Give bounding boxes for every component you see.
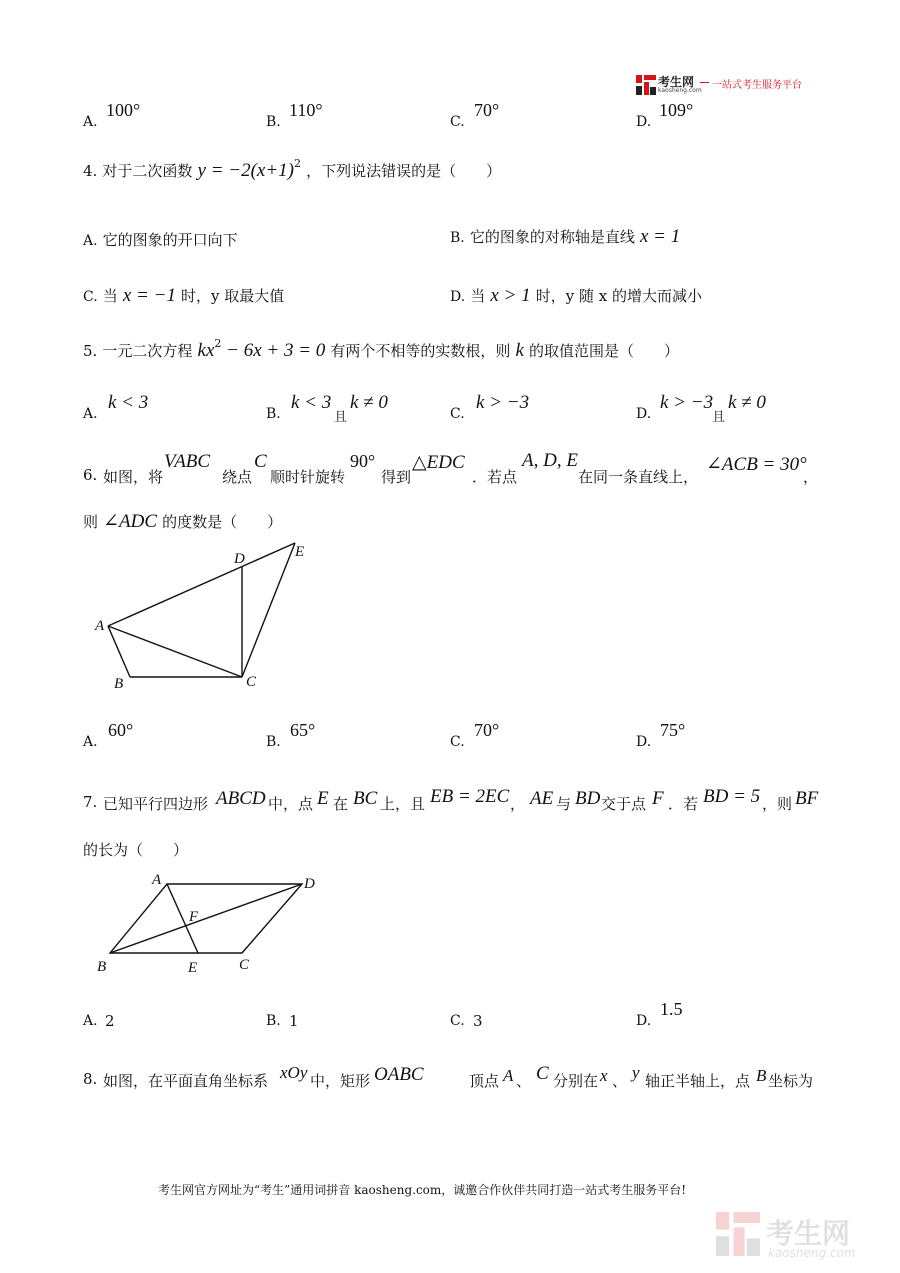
q7-t1: 已知平行四边形 [103, 795, 209, 813]
q4-stem-post: ，下列说法错误的是（ ） [306, 162, 502, 180]
q6-label-b: B [114, 676, 124, 692]
q5-stem-pre: 一元二次方程 [102, 342, 193, 360]
q6-stem-line2 [83, 510, 282, 533]
q7-option-c-label: C. [450, 1013, 465, 1029]
q6-option-c-value: 70° [474, 720, 500, 740]
q4-number: 4. [83, 162, 98, 180]
q7-label-a: A [152, 872, 162, 888]
q5-number: 5. [83, 342, 98, 360]
q6-line2-post: 的度数是（ ） [162, 513, 283, 531]
kaosheng-logo-icon [636, 75, 656, 95]
q8-m1: xOy [280, 1063, 308, 1082]
q6-number: 6. [83, 466, 98, 484]
q5-var: k [515, 340, 524, 361]
q8-t5: 分别在 [553, 1072, 599, 1090]
q8-t8: 坐标为 [768, 1072, 814, 1090]
q5-option-c-math: k > −3 [476, 392, 530, 413]
q4-option-c [83, 285, 284, 307]
q7-figure [94, 866, 324, 978]
q4-option-c-post: 时，y 取最大值 [181, 287, 285, 305]
q3-option-a-label: A. [83, 114, 98, 130]
q7-label-e: E [188, 960, 198, 976]
q6-option-b-label: B. [266, 734, 281, 750]
q6-m3: 90° [350, 451, 376, 471]
q5-option-d-joiner: 且 [712, 410, 726, 425]
q3-option-c-value: 70° [474, 100, 500, 120]
q8-number: 8. [83, 1070, 98, 1088]
watermark-domain: kaosheng.com [768, 1246, 856, 1260]
q6-figure-lines [108, 543, 295, 677]
q8-m4: C [536, 1063, 549, 1084]
q5-option-b-math2: k ≠ 0 [350, 392, 388, 413]
q6-option-d-value: 75° [660, 720, 686, 740]
q6-m5: A, D, E [522, 450, 578, 471]
logo-domain: kaosheng.com [658, 87, 702, 94]
footer-watermark [716, 1212, 886, 1262]
q8-t1: 如图，在平面直角坐标系 [103, 1072, 269, 1090]
q4-option-c-math: x = −1 [122, 285, 176, 306]
q4-option-b-label: B. [450, 230, 465, 246]
q7-m7: F [652, 788, 664, 809]
q8-m2: OABC [374, 1064, 424, 1085]
q3-option-d-value: 109° [659, 100, 694, 120]
q5-formula-sup: 2 [214, 337, 222, 350]
q4-option-c-pre: 当 [102, 287, 118, 305]
q4-option-d-post: 时，y 随 x 的增大而减小 [535, 287, 702, 305]
q4-option-b-math: x = 1 [639, 226, 681, 247]
q6-option-b-value: 65° [290, 720, 316, 740]
q7-t2: 中，点 [268, 795, 314, 813]
watermark-logo-icon [716, 1212, 760, 1256]
q6-m1: VABC [164, 451, 211, 472]
q4-stem-pre: 对于二次函数 [102, 162, 193, 180]
q6-t1: 如图，将 [103, 468, 164, 486]
q4-option-a [83, 229, 238, 250]
q6-t5: ．若点 [472, 468, 518, 486]
q7-number: 7. [83, 793, 98, 811]
q6-label-d: D [234, 551, 245, 567]
q6-line2-math: ∠ADC [103, 511, 158, 532]
q6-line2-pre: 则 [83, 513, 99, 531]
logo-name: 考生网 [658, 75, 695, 89]
q8-t4: 、 [516, 1072, 532, 1090]
q7-t7: 交于点 [601, 795, 647, 813]
q6-option-a-value: 60° [108, 720, 134, 740]
q8-t3: 顶点 [469, 1072, 500, 1090]
q6-segment-ac [108, 626, 242, 677]
q5-stem-post: 的取值范围是（ ） [529, 342, 680, 360]
q4-option-b-text: 它的图象的对称轴是直线 [469, 228, 635, 246]
footer-text: 考生网官方网址为“考生”通用词拼音 kaosheng.com，诚邀合作伙伴共同打造一站式考生服务平台! [158, 1183, 687, 1197]
watermark-name: 考生网 [766, 1217, 851, 1250]
q5-formula-b: − 6x + 3 = 0 [221, 340, 326, 361]
q7-option-b-value: 1 [289, 1012, 299, 1030]
q4-stem [83, 157, 502, 182]
q7-t3: 在 [333, 795, 349, 813]
q6-t6: 在同一条直线上， [578, 468, 699, 486]
q5-stem-mid: 有两个不相等的实数根，则 [330, 342, 511, 360]
q5-stem [83, 337, 680, 362]
q7-m1: ABCD [216, 788, 266, 809]
q3-option-d-label: D. [636, 114, 652, 130]
q7-m6: BD [575, 788, 601, 809]
q5-option-a-math: k < 3 [108, 392, 149, 413]
q5-option-d-label: D. [636, 406, 652, 422]
q7-option-a-value: 2 [105, 1012, 115, 1030]
q6-m2: C [254, 451, 267, 472]
q4-option-b [450, 226, 680, 248]
q7-m9: BF [795, 788, 819, 809]
q7-label-c: C [239, 957, 250, 973]
q4-option-d-label: D. [450, 289, 466, 305]
logo-slogan: 一站式考生服务平台 [712, 80, 802, 91]
q8-m7: B [756, 1066, 767, 1085]
q8-t2: 中，矩形 [310, 1072, 371, 1090]
q7-option-b-label: B. [266, 1013, 281, 1029]
q4-formula-sup: 2 [294, 157, 301, 170]
header-logo [636, 73, 806, 97]
q5-option-b-math: k < 3 [291, 392, 332, 413]
q7-label-f: F [189, 909, 199, 925]
q4-option-a-label: A. [83, 233, 98, 249]
q4-option-a-text: 它的图象的开口向下 [102, 231, 238, 249]
q5-option-d-math2: k ≠ 0 [728, 392, 766, 413]
q7-t6: 与 [556, 795, 572, 813]
q6-option-c-label: C. [450, 734, 465, 750]
q7-m2: E [317, 788, 329, 809]
q7-figure-lines [110, 884, 302, 953]
q6-m4: △EDC [412, 452, 465, 473]
q6-label-e: E [295, 544, 305, 560]
q4-option-d [450, 285, 702, 307]
q4-option-d-math: x > 1 [490, 285, 531, 306]
q6-t7: ， [803, 468, 819, 486]
q7-stem-line2: 的长为（ ） [83, 841, 189, 859]
q6-option-d-label: D. [636, 734, 652, 750]
q4-option-c-label: C. [83, 289, 98, 305]
q6-label-a: A [95, 618, 105, 634]
q7-option-d-label: D. [636, 1013, 652, 1029]
q7-m5: AE [530, 788, 554, 809]
q4-option-d-pre: 当 [470, 287, 486, 305]
q8-m5: x [600, 1066, 608, 1085]
q5-option-c-label: C. [450, 406, 465, 422]
q6-figure [90, 536, 320, 694]
q5-option-b-joiner: 且 [334, 410, 348, 425]
q7-m8: BD = 5 [703, 786, 761, 807]
q6-label-c: C [246, 674, 257, 690]
q7-t5: ， [510, 795, 526, 813]
logo-divider [700, 82, 709, 83]
q6-option-a-label: A. [83, 734, 98, 750]
q7-option-d-value: 1.5 [660, 999, 683, 1019]
q7-t9: ，则 [762, 795, 793, 813]
q5-option-b-label: B. [266, 406, 281, 422]
q7-label-b: B [97, 959, 107, 975]
q3-option-c-label: C. [450, 114, 465, 130]
q8-m3: A [503, 1066, 514, 1085]
q8-t7: 轴正半轴上，点 [645, 1072, 751, 1090]
q3-option-b-label: B. [266, 114, 281, 130]
q5-formula-a: kx [197, 340, 215, 361]
q7-m3: BC [353, 788, 378, 809]
q5-option-a-label: A. [83, 406, 98, 422]
q8-t6: 、 [612, 1072, 628, 1090]
q7-t4: 上，且 [380, 795, 426, 813]
q7-t8: ．若 [668, 795, 699, 813]
q7-option-c-value: 3 [473, 1012, 483, 1030]
q6-m6: ∠ACB = 30° [706, 454, 807, 475]
q7-m4: EB = 2EC [430, 786, 510, 807]
q3-option-a-value: 100° [106, 100, 141, 120]
q6-t3: 顺时针旋转 [270, 468, 346, 486]
q6-t4: 得到 [381, 468, 412, 486]
q3-option-b-value: 110° [289, 100, 323, 120]
q8-m6: y [632, 1063, 640, 1082]
q7-label-d: D [304, 876, 315, 892]
q4-formula: y = −2(x+1) [197, 160, 294, 181]
q5-option-d-math: k > −3 [660, 392, 714, 413]
q7-option-a-label: A. [83, 1013, 98, 1029]
q6-t2: 绕点 [222, 468, 253, 486]
